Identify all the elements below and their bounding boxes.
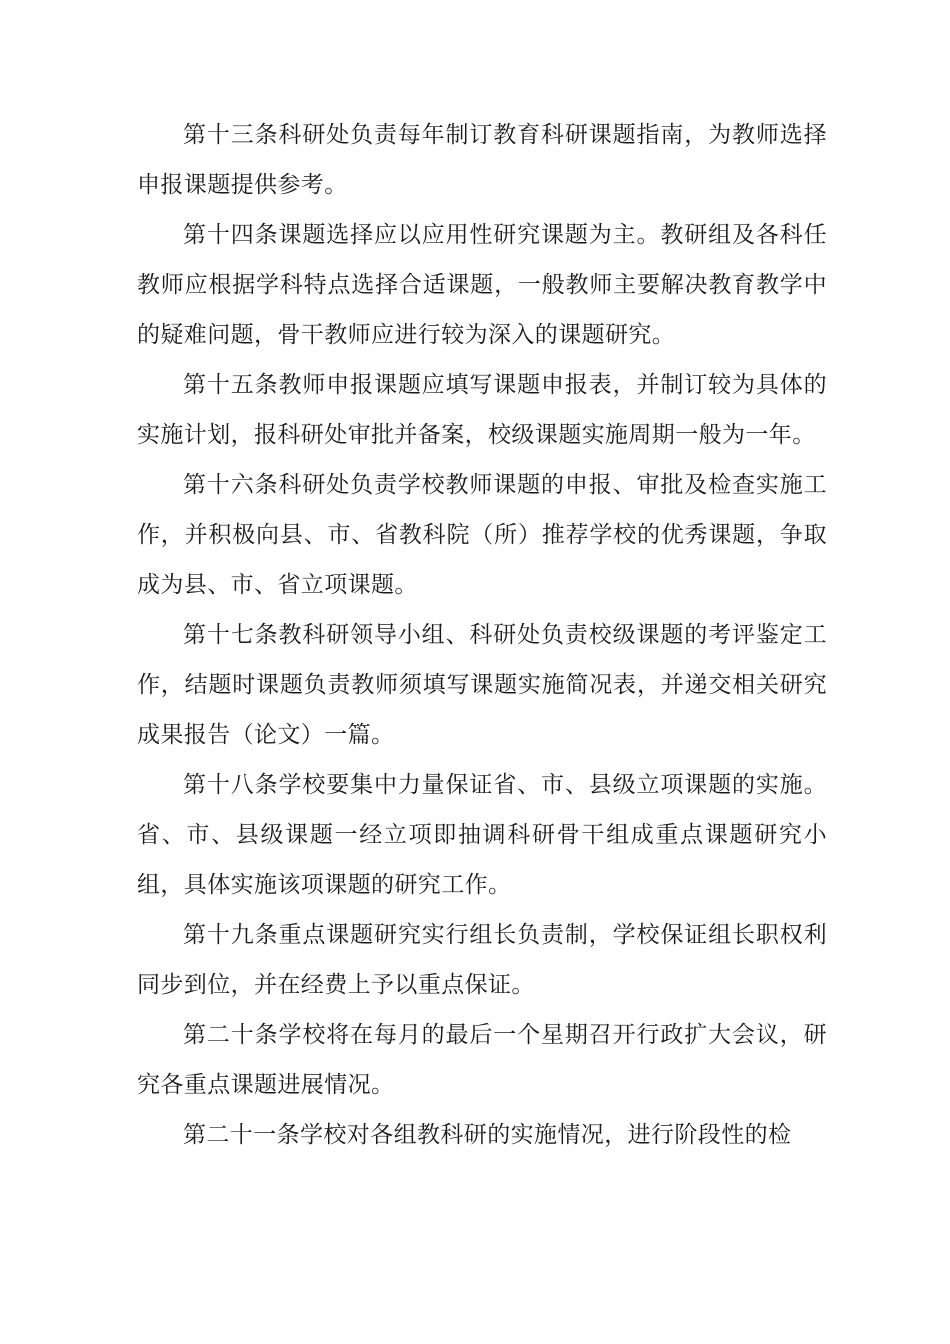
article-16-paragraph: 第十六条科研处负责学校教师课题的申报、审批及检查实施工作，并积极向县、市、省教科院（所）推荐学校的优秀课题，争取成为县、市、省立项课题。 — [137, 472, 827, 598]
article-21-paragraph: 第二十一条学校对各组教科研的实施情况，进行阶段性的检 — [183, 1122, 792, 1148]
article-13-paragraph: 第十三条科研处负责每年制订教育科研课题指南，为教师选择申报课题提供参考。 — [137, 122, 827, 198]
article-20-paragraph: 第二十条学校将在每月的最后一个星期召开行政扩大会议，研究各重点课题进展情况。 — [137, 1022, 827, 1098]
article-15-paragraph: 第十五条教师申报课题应填写课题申报表，并制订较为具体的实施计划，报科研处审批并备案，校级课题实施周期一般为一年。 — [137, 372, 827, 448]
document-body — [137, 110, 827, 1160]
article-17-paragraph: 第十七条教科研领导小组、科研处负责校级课题的考评鉴定工作，结题时课题负责教师须填写课题实施简况表，并递交相关研究成果报告（论文）一篇。 — [137, 622, 827, 748]
article-19-paragraph: 第十九条重点课题研究实行组长负责制，学校保证组长职权利同步到位，并在经费上予以重点保证。 — [137, 922, 827, 998]
article-14-paragraph: 第十四条课题选择应以应用性研究课题为主。教研组及各科任教师应根据学科特点选择合适课题，一般教师主要解决教育教学中的疑难问题，骨干教师应进行较为深入的课题研究。 — [137, 222, 827, 348]
article-18-paragraph: 第十八条学校要集中力量保证省、市、县级立项课题的实施。省、市、县级课题一经立项即抽调科研骨干组成重点课题研究小组，具体实施该项课题的研究工作。 — [137, 772, 827, 898]
